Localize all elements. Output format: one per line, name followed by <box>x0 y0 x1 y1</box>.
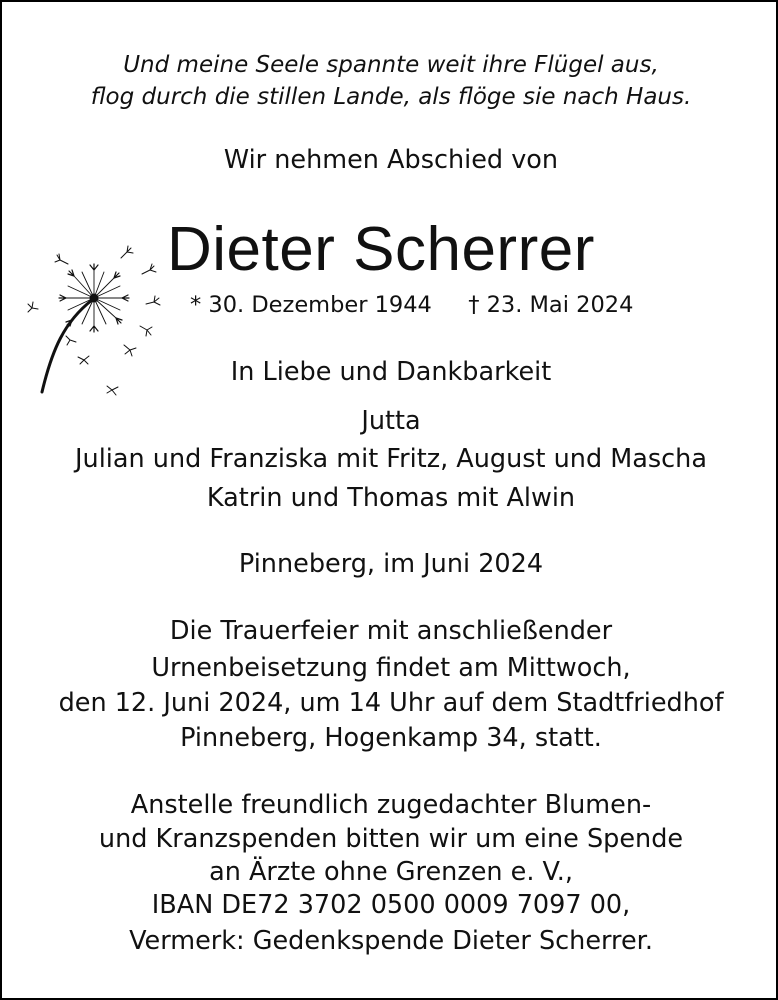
ceremony-line: den 12. Juni 2024, um 14 Uhr auf dem Stadtfriedhof <box>58 688 724 718</box>
poem-line-2: flog durch die stillen Lande, als flöge sie nach Haus. <box>90 84 692 110</box>
life-dates <box>190 292 670 318</box>
donation-line: an Ärzte ohne Grenzen e. V., <box>209 857 573 887</box>
place-date: Pinneberg, im Juni 2024 <box>238 549 544 579</box>
ceremony-line: Pinneberg, Hogenkamp 34, statt. <box>180 723 602 753</box>
intro-text: Wir nehmen Abschied von <box>223 145 559 175</box>
mourners-heading: In Liebe und Dankbarkeit <box>230 357 552 387</box>
mourner-line: Jutta <box>361 406 421 436</box>
death-date: † 23. Mai 2024 <box>468 292 634 318</box>
ceremony-line: Urnenbeisetzung findet am Mittwoch, <box>151 653 631 683</box>
deceased-name: Dieter Scherrer <box>167 215 595 284</box>
donation-line: Anstelle freundlich zugedachter Blumen- <box>130 790 652 820</box>
mourner-line: Katrin und Thomas mit Alwin <box>206 483 576 513</box>
donation-line: und Kranzspenden bitten wir um eine Spende <box>98 824 684 854</box>
mourner-line: Julian und Franziska mit Fritz, August und Mascha <box>75 444 707 474</box>
poem-line-1: Und meine Seele spannte weit ihre Flügel aus, <box>123 52 659 78</box>
ceremony-line: Die Trauerfeier mit anschließender <box>169 616 613 646</box>
donation-line: Vermerk: Gedenkspende Dieter Scherrer. <box>129 926 653 956</box>
birth-date: * 30. Dezember 1944 <box>190 292 432 318</box>
donation-line: IBAN DE72 3702 0500 0009 7097 00, <box>151 890 631 920</box>
